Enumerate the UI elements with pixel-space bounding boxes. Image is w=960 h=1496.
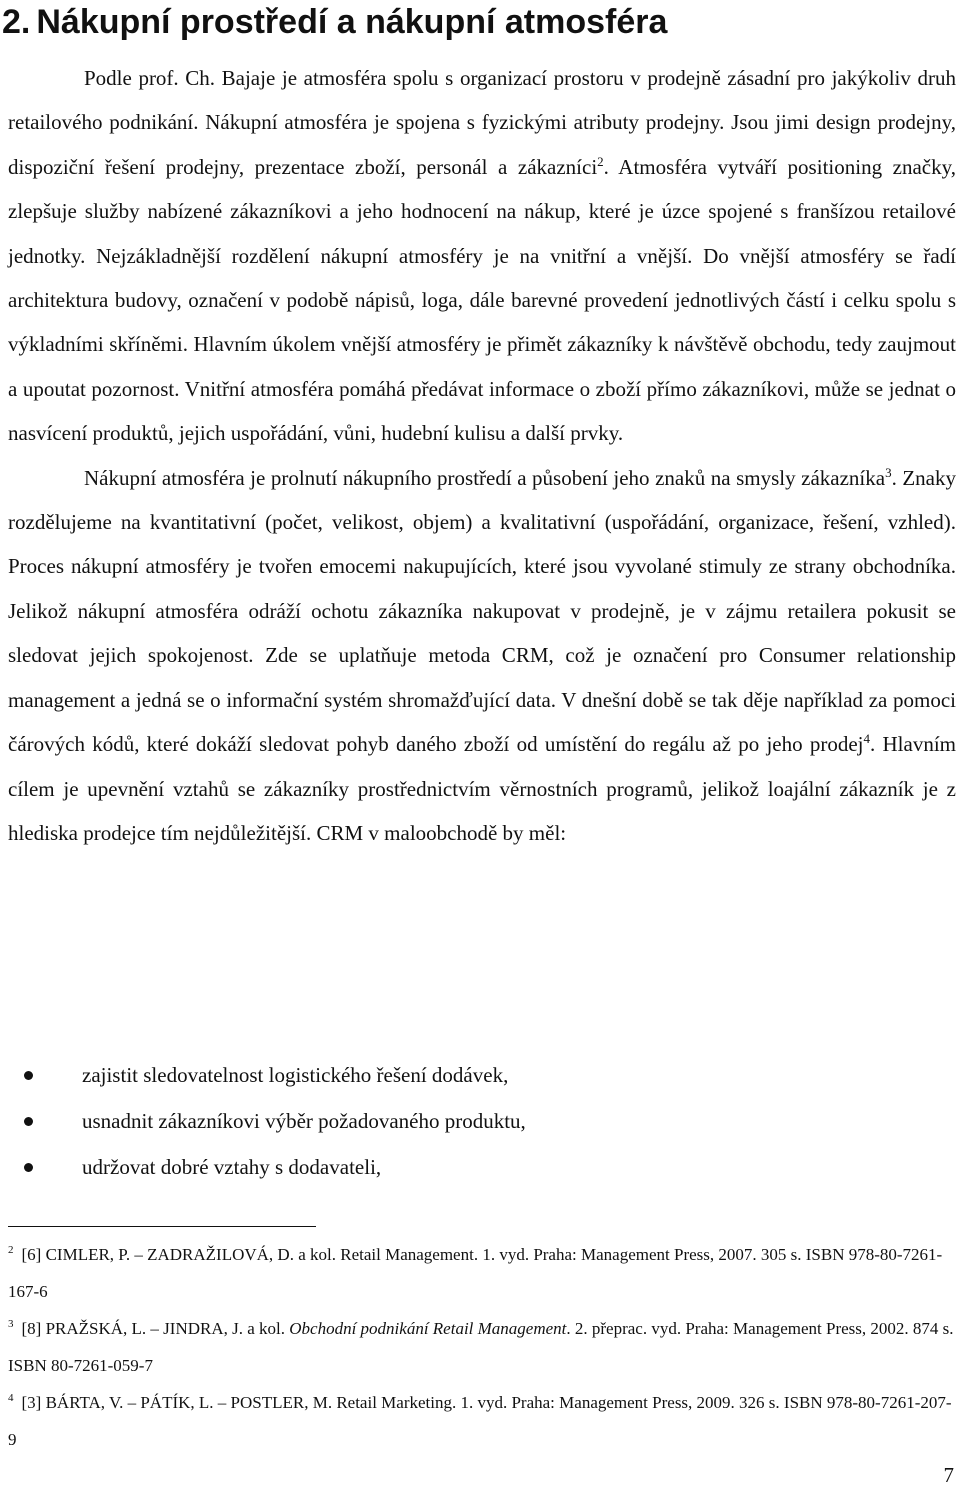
footnotes [8,1236,956,1458]
footnote-mark: 4 [8,1392,14,1405]
bullet-icon [24,1071,33,1080]
footnote-ref-4: 4 [863,731,871,747]
bullet-icon [24,1163,33,1172]
list-item-text: udržovat dobré vztahy s dodavateli, [82,1155,382,1179]
bullet-icon [24,1117,33,1126]
list-item-text: zajistit sledovatelnost logistického řešení dodávek, [82,1063,509,1087]
paragraph-2-text-a: Nákupní atmosféra je prolnutí nákupního prostředí a působení jeho znaků na smysly zákazníka [84,465,886,490]
footnote-divider [8,1226,316,1227]
paragraph-1-text-b: . Atmosféra vytváří positioning značky, zlepšuje služby nabízené zákazníkovi a jeho hodnocení na nákup, které je úzce spojené s franšízou retailové jednotky. Nejzákladnější rozdělení nákupní atmosféry je na vnitřní a vnější. Do vnější atmosféry se řadí architektura budovy, označení v podobě nápisů, loga, dále barevné provedení jednotlivých částí i celku spolu s výkladními skříněmi. Hlavním úkolem vnější atmosféry je přimět zákazníky k návštěvě obchodu, tedy zaujmout a upoutat pozornost. Vnitřní atmosféra pomáhá předávat informace o zboží přímo zákazníkovi, může se jednat o nasvícení produktů, jejich uspořádání, vůni, hudební kulisu a další prvky. [8,154,956,446]
footnote-3 [8,1310,956,1384]
chapter-heading [2,0,667,44]
paragraph-1 [8,56,956,456]
footnote-2 [8,1236,956,1310]
footnote-ref-2: 2 [597,153,604,169]
footnote-title-italic: Obchodní podnikání Retail Management [289,1319,567,1338]
paragraph-2 [8,456,956,856]
footnote-text: [8] PRAŽSKÁ, L. – JINDRA, J. a kol. [21,1319,290,1338]
list-item-text: usnadnit zákazníkovi výběr požadovaného produktu, [82,1109,526,1133]
chapter-number: 2. [2,3,31,41]
body-text [8,56,956,855]
paragraph-1-text-a: Podle prof. Ch. Bajaje je atmosféra spolu s organizací prostoru v prodejně zásadní pro jakýkoliv druh retailového podnikání. Nákupní atmosféra je spojena s fyzickými atributy prodejny. Jsou jimi design prodejny, dispoziční řešení prodejny, prezentace zboží, personál a zákazníci [8,66,956,179]
footnote-ref-3: 3 [885,464,892,480]
paragraph-2-text-b: . Znaky rozdělujeme na kvantitativní (počet, velikost, objem) a kvalitativní (uspořádání, organizace, řešení, vzhled). Proces nákupní atmosféry je tvořen emocemi nakupujících, které jsou vyvolané stimuly ze strany obchodníka. Jelikož nákupní atmosféra odráží ochotu zákazníka nakupovat v prodejně, je v zájmu retailera pokusit se sledovat jejich spokojenost. Zde se uplatňuje metoda CRM, což je označení pro Consumer relationship management a jedná se o informační systém shromažďující data. V dnešní době se tak děje například za pomoci čárových kódů, které dokáží sledovat pohyb daného zboží od umístění do regálu až po jeho prodej [8,465,956,757]
paragraph-2-text-c: . Hlavním cílem je upevnění vztahů se zákazníky prostřednictvím věrnostních programů, jelikož loajální zákazník je z hlediska prodejce tím nejdůležitější. CRM v maloobchodě by měl: [8,732,956,845]
footnote-mark: 2 [8,1244,14,1257]
chapter-title: Nákupní prostředí a nákupní atmosféra [36,3,668,41]
footnote-text-tail: . 2. přeprac. vyd. Praha: Management Press, 2002. 874 s. ISBN 80-7261-059-7 [8,1319,954,1375]
footnote-4 [8,1384,956,1458]
footnote-text: [6] CIMLER, P. – ZADRAŽILOVÁ, D. a kol. Retail Management. 1. vyd. Praha: Management Press, 2007. 305 s. ISBN 978-80-7261-167-6 [8,1245,943,1301]
footnote-mark: 3 [8,1318,14,1331]
footnote-text: [3] BÁRTA, V. – PÁTÍK, L. – POSTLER, M. Retail Marketing. 1. vyd. Praha: Management Press, 2009. 326 s. ISBN 978-80-7261-207-9 [8,1393,952,1449]
page-number: 7 [943,1463,954,1487]
